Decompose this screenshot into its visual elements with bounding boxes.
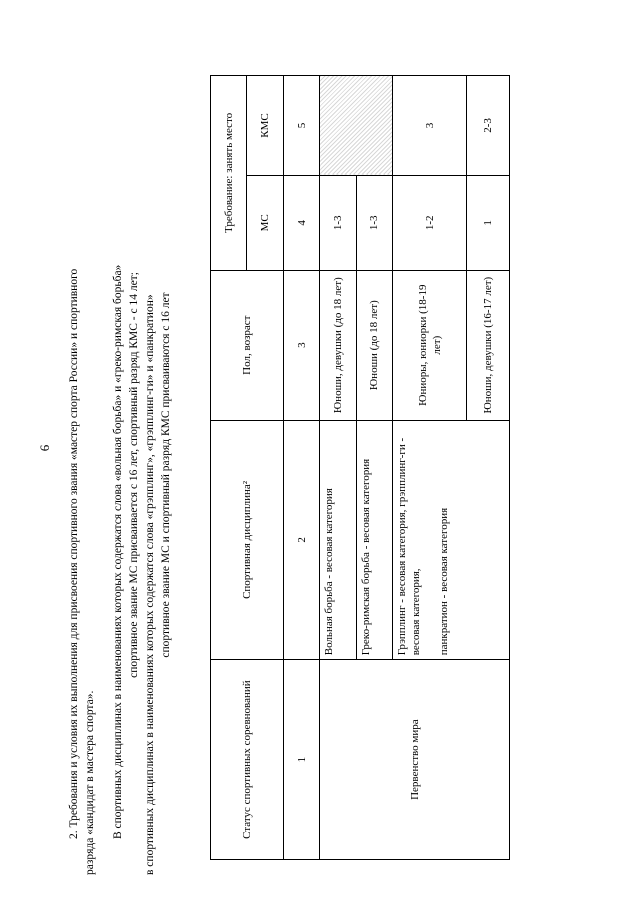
ms-cell: 1-2 [393, 175, 467, 270]
ms-cell: 1-3 [356, 175, 392, 270]
header-kms: КМС [247, 76, 283, 176]
discipline-pankration: панкратион - весовая категория [438, 507, 451, 656]
col-number: 1 [283, 660, 319, 860]
sex-age-cell: Юноши, девушки (до 18 лет) [320, 270, 356, 420]
rule-1-line-a: В спортивных дисциплинах в наименованиях которых содержатся слова «вольная борьба» и «греко-римская борьба» [112, 264, 124, 839]
discipline-cell: Вольная борьба - весовая категория [320, 420, 356, 660]
intro-paragraph [66, 115, 98, 875]
kms-cell-shaded [320, 76, 393, 176]
header-status: Статус спортивных соревнований [211, 660, 284, 860]
ms-cell: 1 [467, 175, 510, 270]
sex-age-cell: Юноши (до 18 лет) [356, 270, 392, 420]
rule-1-line-b: спортивное звание МС присваивается с 16 лет, спортивный разряд КМС - с 14 лет; [128, 272, 140, 678]
rules-paragraph [110, 75, 174, 875]
sex-age-cell: Юниоры, юниорки (18-19 лет) [393, 270, 467, 420]
discipline-grappling: Грэпплинг - весовая категория, грэпплинг-ги - весовая категория, [396, 437, 423, 656]
rule-2-line-a: в спортивных дисциплинах в наименованиях которых содержатся слова «грэпплинг», «грэпплинг-ги» и «панкратион» [144, 294, 156, 875]
col-number: 3 [283, 270, 319, 420]
discipline-cell [393, 420, 510, 660]
col-number: 4 [283, 175, 319, 270]
header-requirement: Требование: занять место [211, 76, 247, 271]
table-number-row [283, 76, 319, 860]
ms-cell: 1-3 [320, 175, 356, 270]
discipline-cell: Греко-римская борьба - весовая категория [356, 420, 392, 660]
kms-cell: 2-3 [467, 76, 510, 176]
header-discipline: Спортивная дисциплина² [211, 420, 284, 660]
rule-2-line-b: спортивное звание МС и спортивный разряд КМС присваиваются с 16 лет [160, 292, 172, 658]
sex-age-cell: Юноши, девушки (16-17 лет) [467, 270, 510, 420]
intro-line-2: разряда «кандидат в мастера спорта». [84, 690, 96, 875]
col-number: 2 [283, 420, 319, 660]
col-number: 5 [283, 76, 319, 176]
kms-cell: 3 [393, 76, 467, 176]
status-cell: Первенство мира [320, 660, 510, 860]
requirements-table [210, 75, 510, 860]
table-header-row [211, 76, 247, 860]
table-row [320, 76, 356, 860]
page-number: 6 [37, 444, 52, 452]
header-ms: МС [247, 175, 283, 270]
intro-line-1: 2. Требования и условия их выполнения для присвоения спортивного звания «мастер спорта России» и спортивного [68, 268, 80, 839]
rotated-page-content [60, 55, 600, 875]
header-sex-age: Пол, возраст [211, 270, 284, 420]
